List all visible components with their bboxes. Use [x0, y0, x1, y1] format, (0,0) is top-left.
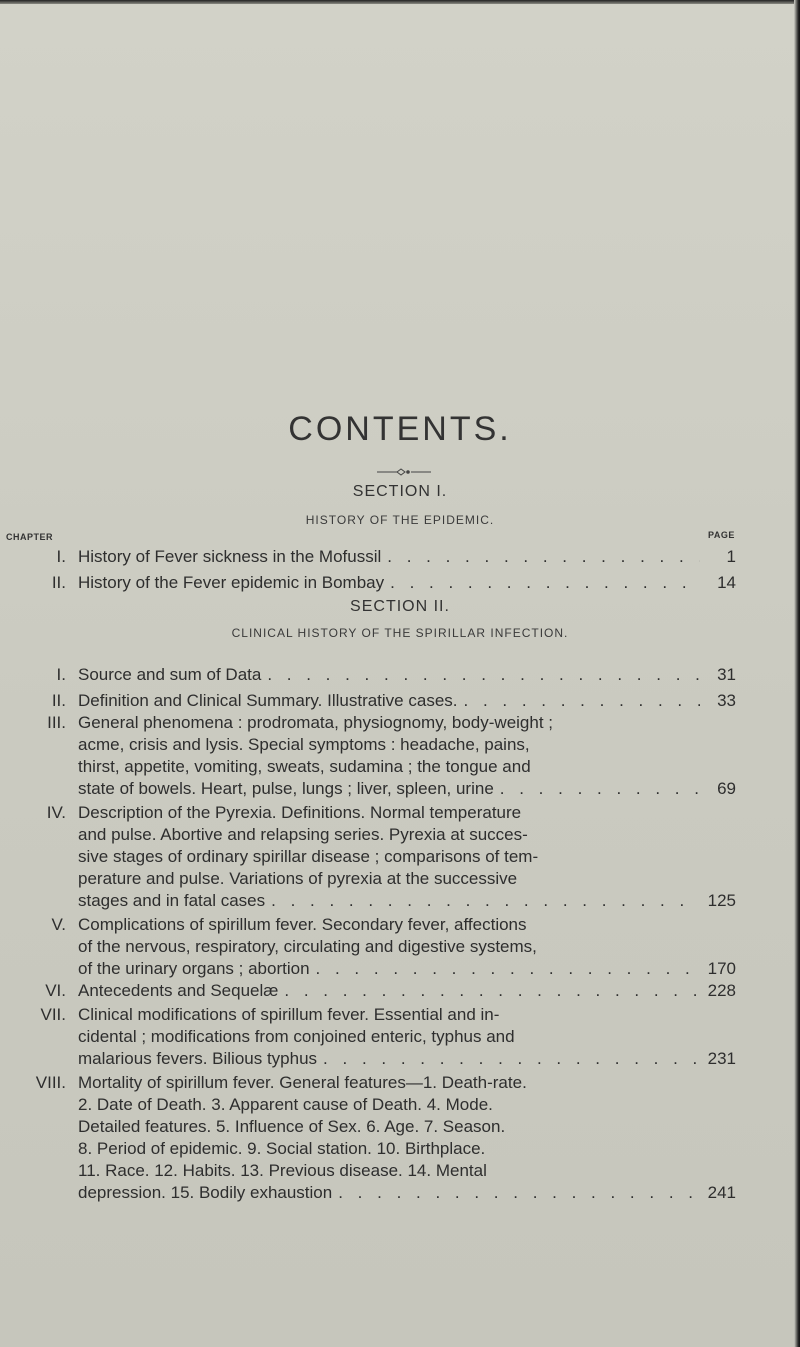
chapter-title-line: thirst, appetite, vomiting, sweats, sudamina ; the tongue and — [78, 757, 531, 776]
leader-dots — [464, 690, 701, 712]
chapter-title — [78, 1072, 700, 1204]
chapter-title — [78, 712, 700, 800]
chapter-title-line: Mortality of spirillum fever. General features—1. Death-rate. — [78, 1073, 527, 1092]
chapter-number: VI. — [45, 981, 66, 1000]
toc-entry — [0, 1072, 800, 1204]
page-number: 1 — [726, 547, 736, 566]
chapter-title-line — [78, 664, 700, 686]
chapter-number: VIII. — [35, 1073, 66, 1092]
page-number: 69 — [717, 779, 736, 798]
chapter-number: III. — [47, 713, 66, 732]
leader-dots — [316, 958, 700, 980]
chapter-title-line: Complications of spirillum fever. Secondary fever, affections — [78, 915, 527, 934]
page-top-edge — [0, 0, 800, 4]
chapter-title — [78, 572, 700, 594]
chapter-title-line: of the nervous, respiratory, circulating and digestive systems, — [78, 937, 537, 956]
page-number: 33 — [717, 691, 736, 710]
leader-dots — [500, 778, 700, 800]
page-number: 125 — [707, 891, 736, 910]
chapter-title — [78, 914, 700, 980]
chapter-title — [78, 690, 700, 712]
section-1-subtitle: HISTORY OF THE EPIDEMIC. — [305, 513, 495, 527]
chapter-number: IV. — [46, 803, 66, 822]
chapter-title-line: and pulse. Abortive and relapsing series. Pyrexia at succes- — [78, 825, 528, 844]
chapter-number: II. — [51, 691, 66, 710]
chapter-title-line: sive stages of ordinary spirillar disease ; comparisons of tem- — [78, 847, 539, 866]
section-2-heading: SECTION II. — [350, 598, 450, 615]
ornament-divider — [377, 468, 431, 476]
section-2-subtitle: CLINICAL HISTORY OF THE SPIRILLAR INFECTION. — [231, 626, 569, 640]
toc-entry — [0, 914, 800, 980]
chapter-title-line — [78, 1048, 700, 1070]
chapter-title-line: Detailed features. 5. Influence of Sex. 6. Age. 7. Season. — [78, 1117, 506, 1136]
chapter-title-text: History of Fever sickness in the Mofussil — [78, 547, 382, 566]
leader-dots — [323, 1048, 700, 1070]
leader-dots — [387, 546, 700, 568]
chapter-title-line: General phenomena : prodromata, physiognomy, body-weight ; — [78, 713, 554, 732]
chapter-title-line: 11. Race. 12. Habits. 13. Previous disease. 14. Mental — [78, 1161, 487, 1180]
leader-dots — [284, 980, 700, 1002]
chapter-title-text: Definition and Clinical Summary. Illustrative cases. — [78, 691, 458, 710]
chapter-number: I. — [56, 665, 66, 684]
chapter-title-line: cidental ; modifications from conjoined enteric, typhus and — [78, 1027, 515, 1046]
chapter-number: VII. — [40, 1005, 66, 1024]
page-number: 241 — [707, 1183, 736, 1202]
chapter-title — [78, 802, 700, 912]
leader-dots — [390, 572, 700, 594]
chapter-title-line — [78, 572, 700, 594]
page-number: 231 — [707, 1049, 736, 1068]
chapter-title-text: History of the Fever epidemic in Bombay — [78, 573, 385, 592]
chapter-title-line: Description of the Pyrexia. Definitions. Normal temperature — [78, 803, 522, 822]
chapter-title-text: stages and in fatal cases — [78, 891, 266, 910]
chapter-title — [78, 664, 700, 686]
page-title: CONTENTS. — [288, 410, 512, 448]
chapter-number: V. — [51, 915, 66, 934]
toc-entry — [0, 546, 800, 568]
chapter-title-line: perature and pulse. Variations of pyrexia at the successive — [78, 869, 518, 888]
chapter-title-line: Clinical modifications of spirillum fever. Essential and in- — [78, 1005, 500, 1024]
chapter-title-line — [78, 778, 700, 800]
chapter-title-line — [78, 546, 700, 568]
chapter-title-line — [78, 958, 700, 980]
page-number: 14 — [717, 573, 736, 592]
chapter-title — [78, 1004, 700, 1070]
page-number: 170 — [707, 959, 736, 978]
page-number: 228 — [707, 981, 736, 1000]
page-number: 31 — [717, 665, 736, 684]
chapter-title-line — [78, 980, 700, 1002]
page-column-label: PAGE — [708, 530, 735, 540]
chapter-title-text: Source and sum of Data — [78, 665, 262, 684]
chapter-title-line: 8. Period of epidemic. 9. Social station. 10. Birthplace. — [78, 1139, 486, 1158]
leader-dots — [271, 890, 700, 912]
chapter-title-text: Antecedents and Sequelæ — [78, 981, 279, 1000]
chapter-title — [78, 546, 700, 568]
chapter-title-line — [78, 890, 700, 912]
toc-entry — [0, 572, 800, 594]
chapter-title-text: malarious fevers. Bilious typhus — [78, 1049, 318, 1068]
toc-entry — [0, 980, 800, 1002]
chapter-title-text: depression. 15. Bodily exhaustion — [78, 1183, 333, 1202]
leader-dots — [267, 664, 700, 686]
section-1-heading: SECTION I. — [352, 483, 448, 500]
chapter-title-line: 2. Date of Death. 3. Apparent cause of Death. 4. Mode. — [78, 1095, 493, 1114]
chapter-number: I. — [56, 547, 66, 566]
chapter-column-label: CHAPTER — [6, 532, 54, 542]
toc-entry — [0, 712, 800, 800]
toc-entry — [0, 690, 800, 712]
chapter-title-text: state of bowels. Heart, pulse, lungs ; liver, spleen, urine — [78, 779, 494, 798]
toc-entry — [0, 1004, 800, 1070]
chapter-title-text: of the urinary organs ; abortion — [78, 959, 310, 978]
chapter-number: II. — [51, 573, 66, 592]
leader-dots — [338, 1182, 700, 1204]
chapter-title — [78, 980, 700, 1002]
toc-entry — [0, 664, 800, 686]
chapter-title-line: acme, crisis and lysis. Special symptoms : headache, pains, — [78, 735, 530, 754]
chapter-title-line — [78, 1182, 700, 1204]
chapter-title-line — [78, 690, 700, 712]
toc-entry — [0, 802, 800, 912]
